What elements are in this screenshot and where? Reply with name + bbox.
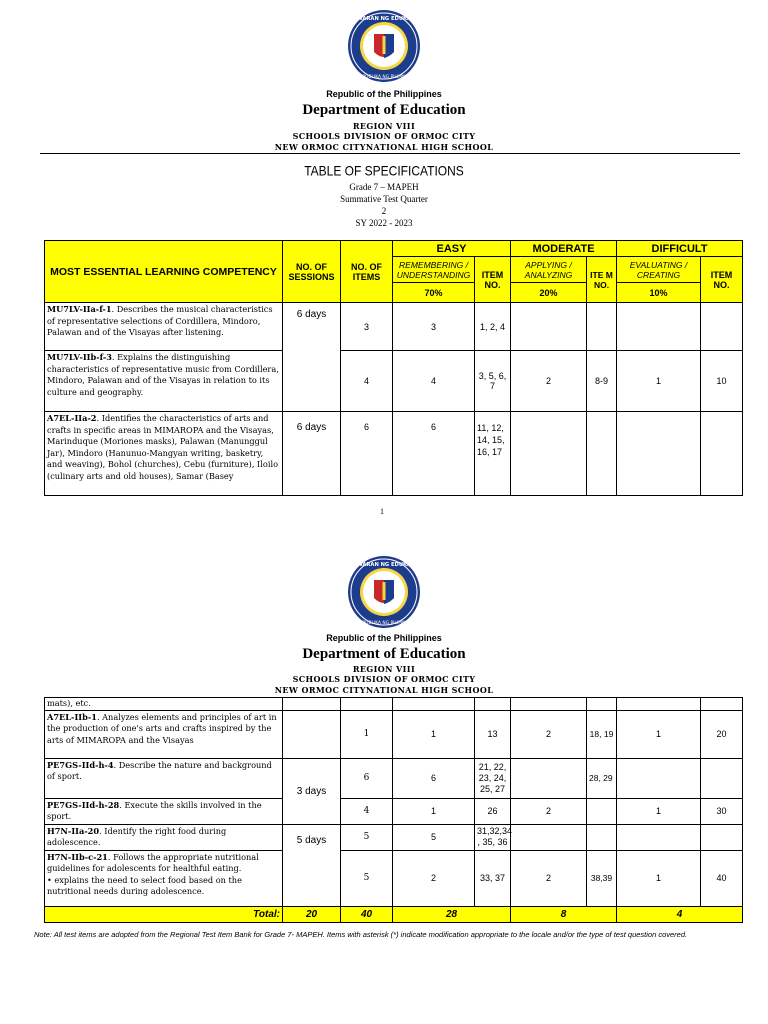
competency-cell: A7EL-IIa-2. Identifies the characteristics of arts and crafts in specific areas in MIMAROPA and the Visayas, Marinduque (Moriones masks), Palawan (Manunggul Jar), Mindoro (Hanunuo-Mangyan writing, basketry, and weaving), Bohol (churches), Cebu (furniture), Iloilo (culinary arts and old houses), Samar (Basey <box>45 412 283 496</box>
easy-item-no: 3, 5, 6, 7 <box>475 351 511 412</box>
republic-label: Republic of the Philippines <box>326 89 442 99</box>
table-row <box>45 412 743 496</box>
diff-count: 1 <box>617 351 701 412</box>
division-label: SCHOOLS DIVISION OF ORMOC CITY <box>292 674 476 684</box>
diff-count <box>617 758 701 798</box>
competency-cell: MU7LV-IIa-f-1. Describes the musical characteristics of representative selections of Cordillera, Mindoro, Palawan and of the Visayas after listening. <box>45 303 283 351</box>
sessions-cell <box>283 710 341 758</box>
moderate-header: MODERATE <box>511 241 617 257</box>
mod-count: 2 <box>511 798 587 824</box>
mod-count <box>511 412 587 496</box>
table-row <box>45 351 743 412</box>
department-title: Department of Education <box>302 646 466 662</box>
pct-easy: 70% <box>393 283 475 303</box>
items-header: NO. OF ITEMS <box>341 241 393 303</box>
region-label: REGION VIII <box>352 664 416 674</box>
table-row <box>45 798 743 824</box>
item-no-easy-header: ITEM NO. <box>475 257 511 303</box>
total-moderate: 8 <box>511 906 617 922</box>
easy-count <box>393 698 475 711</box>
mod-count: 2 <box>511 351 587 412</box>
sessions-cell <box>283 698 341 711</box>
total-sessions: 20 <box>283 906 341 922</box>
diff-item-no <box>701 698 743 711</box>
easy-count: 1 <box>393 710 475 758</box>
diff-count: 1 <box>617 710 701 758</box>
diff-count: 1 <box>617 850 701 906</box>
competency-cell: A7EL-IIb-1. Analyzes elements and principles of art in the production of one's arts and crafts inspired by the arts of MIMAROPA and the Visayas <box>45 710 283 758</box>
easy-count: 3 <box>393 303 475 351</box>
diff-item-no <box>701 303 743 351</box>
school-label: NEW ORMOC CITYNATIONAL HIGH SCHOOL <box>274 685 494 695</box>
items-cell: 4 <box>341 351 393 412</box>
seal-top-text: KAGAWARAN NG EDUKASYON <box>340 562 428 568</box>
sy-label: SY 2022 - 2023 <box>355 218 413 228</box>
grade-label: Grade 7 – MAPEH <box>349 182 419 192</box>
table-row <box>45 850 743 906</box>
pct-mod: 20% <box>511 283 587 303</box>
mod-item-no <box>587 698 617 711</box>
item-no-mod-header: ITE M NO. <box>587 257 617 303</box>
competency-cell: PE7GS-IId-h-4. Describe the nature and background of sport. <box>45 758 283 798</box>
total-easy: 28 <box>393 906 511 922</box>
easy-count: 4 <box>393 351 475 412</box>
diff-item-no <box>701 758 743 798</box>
republic-label: Republic of the Philippines <box>326 633 442 643</box>
easy-count: 5 <box>393 824 475 850</box>
items-cell: 5 <box>341 850 393 906</box>
competency-cell: H7N-IIa-20. Identify the right food during adolescence. <box>45 824 283 850</box>
easy-item-no: 11, 12, 14, 15, 16, 17 <box>475 412 511 496</box>
mod-item-no <box>587 798 617 824</box>
applying-header: APPLYING / ANALYZING <box>511 257 587 283</box>
mod-count <box>511 303 587 351</box>
items-cell: 6 <box>341 758 393 798</box>
diff-item-no <box>701 412 743 496</box>
sessions-cell: 5 days <box>283 824 341 906</box>
easy-item-no: 1, 2, 4 <box>475 303 511 351</box>
mod-count: 2 <box>511 710 587 758</box>
total-items: 40 <box>341 906 393 922</box>
diff-count <box>617 824 701 850</box>
easy-count: 6 <box>393 412 475 496</box>
seal-bottom-text: REPUBLIKA NG PILIPINAS <box>356 621 412 626</box>
header-rule <box>40 153 740 154</box>
sessions-header: NO. OF SESSIONS <box>283 241 341 303</box>
table-row <box>45 303 743 351</box>
competency-cell: mats), etc. <box>45 698 283 711</box>
diff-item-no: 30 <box>701 798 743 824</box>
item-no-diff-header: ITEM NO. <box>701 257 743 303</box>
department-title: Department of Education <box>302 102 466 118</box>
seal-bottom-text: REPUBLIKA NG PILIPINAS <box>356 75 412 80</box>
mod-item-no: 8-9 <box>587 351 617 412</box>
competency-cell: PE7GS-IId-h-28. Execute the skills involved in the sport. <box>45 798 283 824</box>
easy-item-no <box>475 698 511 711</box>
competency-cell: MU7LV-IIb-f-3. Explains the distinguishing characteristics of representative music from Cordillera, Mindoro, Palawan and of the Visayas in relation to its culture and geography. <box>45 351 283 412</box>
evaluating-header: EVALUATING / CREATING <box>617 257 701 283</box>
table-row <box>45 824 743 850</box>
difficult-header: DIFFICULT <box>617 241 743 257</box>
table-row <box>45 758 743 798</box>
spec-table-page2 <box>44 697 743 923</box>
items-cell: 1 <box>341 710 393 758</box>
mod-item-no <box>587 303 617 351</box>
competency-cell: H7N-IIb-c-21. Follows the appropriate nutritional guidelines for adolescents for healthful eating. • explains the need to select food based on the nutritional needs during adolescence. <box>45 850 283 906</box>
easy-item-no: 21, 22, 23, 24, 25, 27 <box>475 758 511 798</box>
competency-header: MOST ESSENTIAL LEARNING COMPETENCY <box>45 241 283 303</box>
diff-item-no: 20 <box>701 710 743 758</box>
total-label: Total: <box>45 906 283 922</box>
diff-count <box>617 698 701 711</box>
test-label: Summative Test Quarter <box>340 194 428 204</box>
mod-item-no: 38,39 <box>587 850 617 906</box>
school-label: NEW ORMOC CITYNATIONAL HIGH SCHOOL <box>274 142 494 152</box>
diff-count: 1 <box>617 798 701 824</box>
doc-title: TABLE OF SPECIFICATIONS <box>304 162 464 180</box>
items-cell <box>341 698 393 711</box>
deped-seal <box>340 554 428 630</box>
diff-count <box>617 412 701 496</box>
mod-item-no <box>587 412 617 496</box>
table-row <box>45 698 743 711</box>
mod-count <box>511 758 587 798</box>
items-cell: 6 <box>341 412 393 496</box>
sessions-cell: 6 days <box>283 412 341 496</box>
region-label: REGION VIII <box>352 121 416 131</box>
division-label: SCHOOLS DIVISION OF ORMOC CITY <box>292 131 476 141</box>
items-cell: 4 <box>341 798 393 824</box>
mod-item-no: 28, 29 <box>587 758 617 798</box>
mod-count <box>511 698 587 711</box>
quarter-label: 2 <box>381 206 387 216</box>
items-cell: 5 <box>341 824 393 850</box>
remembering-header: REMEMBERING / UNDERSTANDING <box>393 257 475 283</box>
easy-item-no: 26 <box>475 798 511 824</box>
spec-table-page1 <box>44 240 743 496</box>
sessions-cell: 3 days <box>283 758 341 824</box>
diff-item-no <box>701 824 743 850</box>
easy-item-no: 33, 37 <box>475 850 511 906</box>
footnote: Note: All test items are adopted from the Regional Test Item Bank for Grade 7- MAPEH. Items with asterisk (*) indicate modification appropriate to the locale and/or the type of test question covered. <box>34 930 688 939</box>
page-number: 1 <box>380 507 384 516</box>
mod-item-no: 18, 19 <box>587 710 617 758</box>
mod-count <box>511 824 587 850</box>
diff-item-no: 10 <box>701 351 743 412</box>
total-difficult: 4 <box>617 906 743 922</box>
easy-count: 2 <box>393 850 475 906</box>
seal-top-text: KAGAWARAN NG EDUKASYON <box>340 16 428 22</box>
items-cell: 3 <box>341 303 393 351</box>
diff-count <box>617 303 701 351</box>
easy-count: 6 <box>393 758 475 798</box>
pct-diff: 10% <box>617 283 701 303</box>
easy-item-no: 31,32,34 , 35, 36 <box>475 824 511 850</box>
totals-row <box>45 906 743 922</box>
table-row <box>45 710 743 758</box>
mod-count: 2 <box>511 850 587 906</box>
sessions-cell: 6 days <box>283 303 341 412</box>
easy-item-no: 13 <box>475 710 511 758</box>
easy-header: EASY <box>393 241 511 257</box>
easy-count: 1 <box>393 798 475 824</box>
diff-item-no: 40 <box>701 850 743 906</box>
mod-item-no <box>587 824 617 850</box>
deped-seal <box>340 8 428 84</box>
